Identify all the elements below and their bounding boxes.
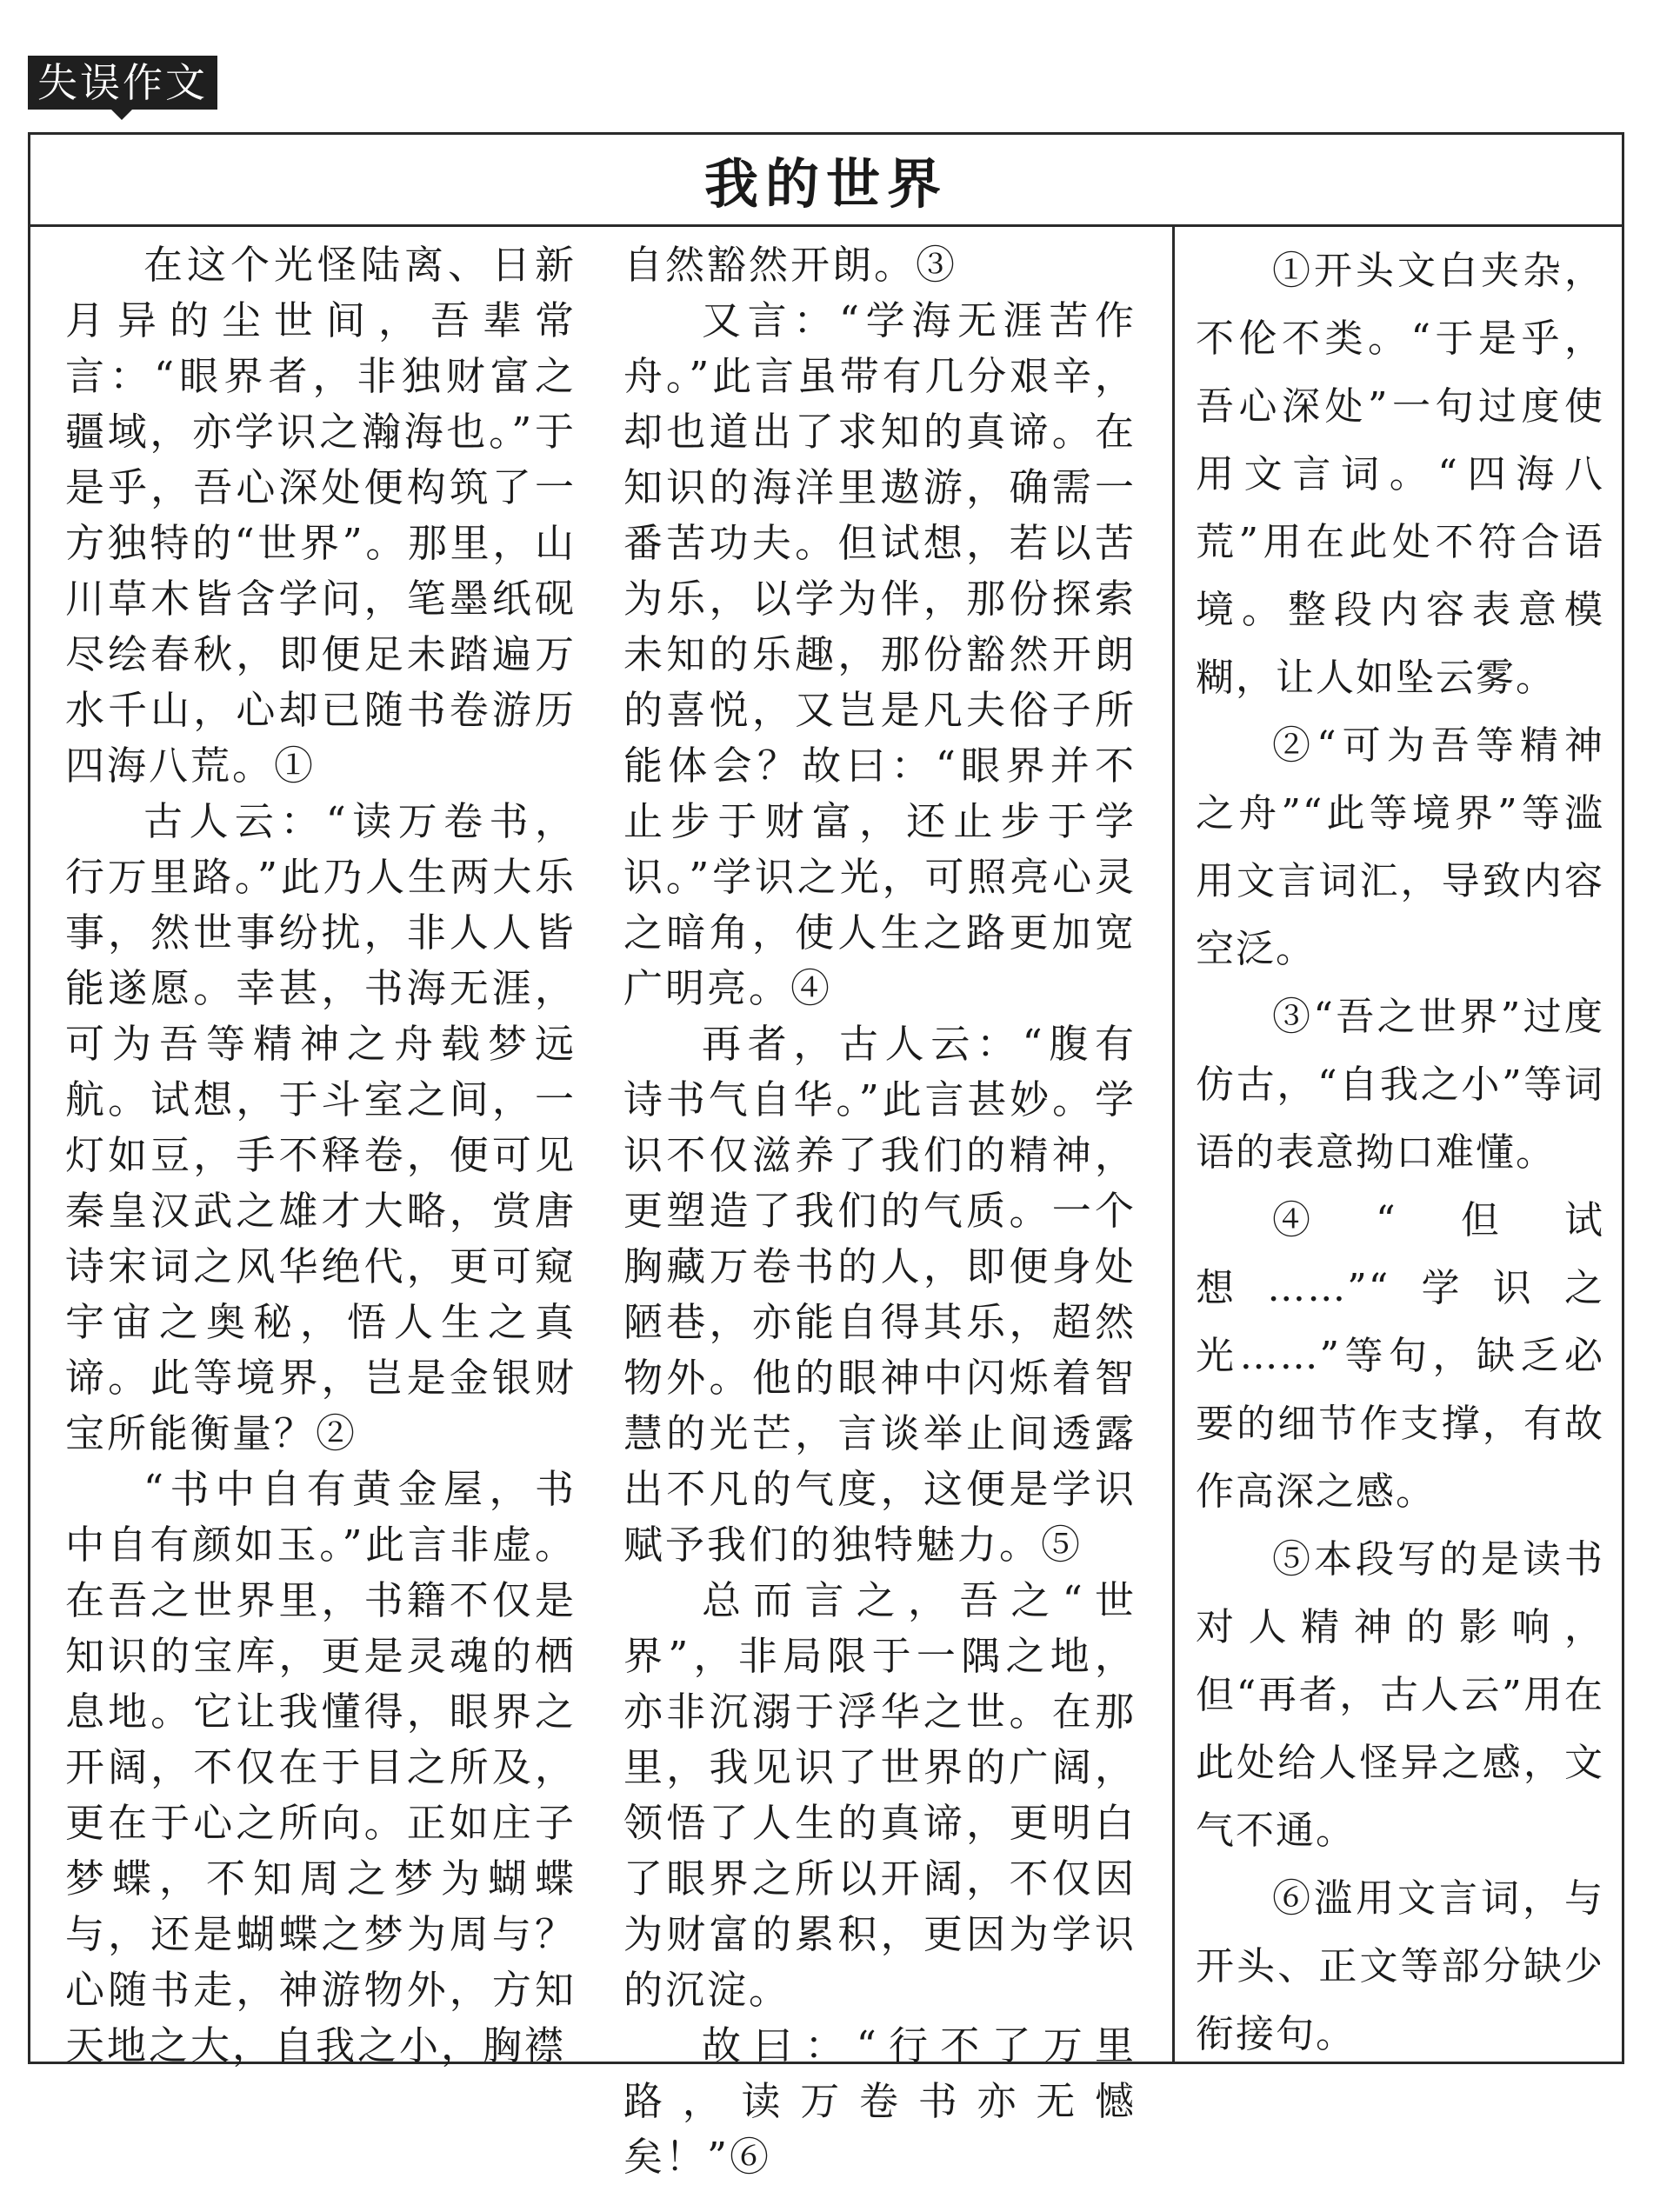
essay-paragraph: 在这个光怪陆离、日新月异的尘世间，吾辈常言：“眼界者，非独财富之疆域，亦学识之瀚海也。”于是乎，吾心深处便构筑了一方独特的“世界”。那里，山川草木皆含学问，笔墨纸砚尽绘春秋，即便足未踏遍万水千山，心却已随书卷游历四海八荒。① [65, 242, 577, 789]
essay-paragraph: 总而言之，吾之“世界”，非局限于一隅之地，亦非沉溺于浮华之世。在那里，我见识了世界的广阔，领悟了人生的真谛，更明白了眼界之所以开阔，不仅因为财富的累积，更因为学识的沉淀。 [623, 1577, 1137, 2013]
comment-column [1196, 237, 1604, 2068]
comment-note: ④“但试想……”“学识之光……”等句，缺乏必要的细节作支撑，有故作高深之感。 [1196, 1198, 1604, 1514]
comment-note: ⑤本段写的是读书对人精神的影响，但“再者，古人云”用在此处给人怪异之感，文气不通。 [1196, 1537, 1604, 1853]
column-divider [1172, 227, 1175, 2064]
comment-note: ③“吾之世界”过度仿古，“自我之小”等词语的表意拗口难懂。 [1196, 995, 1604, 1175]
section-tag: 失误作文 [28, 56, 217, 110]
essay-paragraph: 再者，古人云：“腹有诗书气自华。”此言甚妙。学识不仅滋养了我们的精神，更塑造了我们的气质。一个胸藏万卷书的人，即便身处陋巷，亦能自得其乐，超然物外。他的眼神中闪烁着智慧的光芒，言谈举止间透露出不凡的气度，这便是学识赋予我们的独特魅力。⑤ [623, 1021, 1137, 1568]
essay-title: 我的世界 [703, 152, 948, 216]
essay-paragraph-continued: 自然豁然开朗。③ [623, 242, 958, 288]
comment-note: ②“可为吾等精神之舟”“此等境界”等滥用文言词汇，导致内容空泛。 [1196, 723, 1604, 971]
essay-paragraph: 古人云：“读万卷书，行万里路。”此乃人生两大乐事，然世事纷扰，非人人皆能遂愿。幸甚，书海无涯，可为吾等精神之舟载梦远航。试想，于斗室之间，一灯如豆，手不释卷，便可见秦皇汉武之雄才大略，赏唐诗宋词之风华绝代，更可窥宇宙之奥秘，悟人生之真谛。此等境界，岂是金银财宝所能衡量？② [65, 798, 577, 1456]
comment-note: ⑥滥用文言词，与开头、正文等部分缺少衔接句。 [1196, 1876, 1604, 2056]
tag-pointer [111, 110, 132, 120]
essay-frame [28, 132, 1624, 2180]
title-bar [30, 135, 1622, 227]
essay-paragraph: 又言：“学海无涯苦作舟。”此言虽带有几分艰辛，却也道出了求知的真谛。在知识的海洋里遨游，确需一番苦功夫。但试想，若以苦为乐，以学为伴，那份探索未知的乐趣，那份豁然开朗的喜悦，又岂是凡夫俗子所能体会？故曰：“眼界并不止步于财富，还止步于学识。”学识之光，可照亮心灵之暗角，使人生之路更加宽广明亮。④ [623, 297, 1137, 1011]
comment-note: ①开头文白夹杂，不伦不类。“于是乎，吾心深处”一句过度使用文言词。“四海八荒”用在此处不符合语境。整段内容表意模糊，让人如坠云雾。 [1196, 249, 1604, 700]
essay-paragraph: 故曰：“行不了万里路，读万卷书亦无憾矣！”⑥ [623, 2022, 1137, 2180]
essay-column-middle [623, 237, 1137, 2185]
essay-column-left [65, 237, 577, 2074]
essay-paragraph: “书中自有黄金屋，书中自有颜如玉。”此言非虚。在吾之世界里，书籍不仅是知识的宝库，更是灵魂的栖息地。它让我懂得，眼界之开阔，不仅在于目之所及，更在于心之所向。正如庄子梦蝶，不知周之梦为蝴蝶与，还是蝴蝶之梦为周与？心随书走，神游物外，方知天地之大，自我之小，胸襟 [65, 1466, 577, 2068]
